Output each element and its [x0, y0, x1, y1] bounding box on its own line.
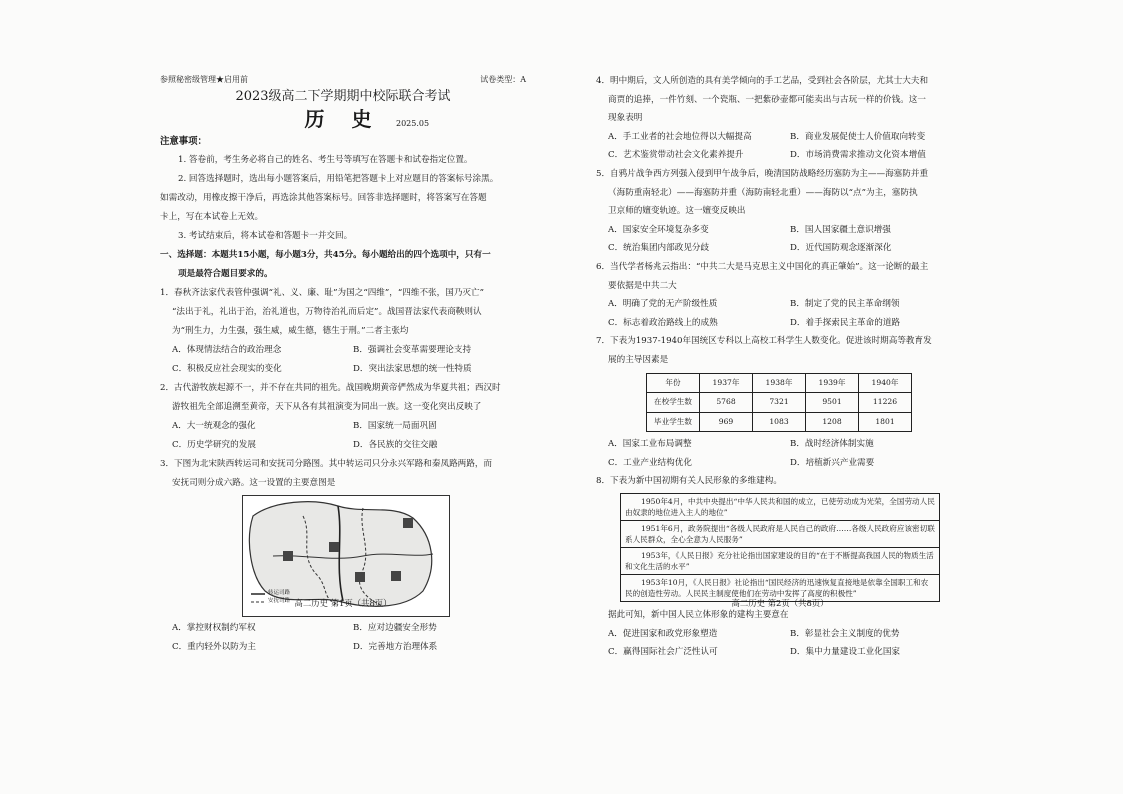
q7-option-d[interactable]: D．培植新兴产业需要	[790, 457, 875, 468]
exam-date: 2025.05	[396, 119, 430, 128]
q5-stem-2: （海防重南轻北）——海塞防并重（海防南轻北重）——海防以“点”为主，塞防执	[608, 187, 918, 198]
q2-stem-1: 2．古代游牧族起源不一，并不存在共同的祖先。战国晚期黄帝俨然成为华夏共祖；西汉时	[160, 383, 501, 393]
q8-material-2: 1951年6月，政务院提出“各级人民政府是人民自己的政府……各级人民政府应该密切联系人民群众，全心全意为人民服务”	[621, 521, 939, 548]
q4-option-d[interactable]: D．市场消费需求推动文化资本增值	[790, 150, 926, 161]
q1-option-b[interactable]: B．强调社会变革需要理论支持	[353, 345, 472, 355]
q3-option-a[interactable]: A．掌控财权制约军权	[172, 623, 256, 633]
table-header: 年份	[647, 373, 700, 393]
page-2	[596, 72, 964, 662]
question-4	[596, 72, 964, 165]
q2-option-d[interactable]: D．各民族的交往交融	[353, 440, 438, 450]
q1-stem-3: 为“刑生力，力生强，强生威，威生德，德生于刑。”二者主张均	[172, 326, 409, 336]
q8-stem-2: 据此可知，新中国人民立体形象的建构主要意在	[608, 610, 789, 621]
q2-stem-2: 游牧祖先全部追溯至黄帝，天下从各有其祖演变为同出一族。这一变化突出反映了	[172, 402, 482, 412]
table-header: 1938年	[753, 373, 806, 393]
q1-stem-2: “法出于礼，礼出于治，治礼道也，万物待治礼而后定”。战国晋法家代表商鞅则认	[172, 307, 482, 317]
q4-option-c[interactable]: C．艺术鉴赏带动社会文化素养提升	[608, 150, 744, 161]
notice-3: 3. 考试结束后，将本试卷和答题卡一并交回。	[178, 231, 353, 241]
table-cell: 1801	[859, 412, 912, 432]
q8-option-d[interactable]: D．集中力量建设工业化国家	[790, 647, 901, 658]
map-legend-pacification: 安抚司路	[268, 598, 291, 604]
q1-stem-1: 1．春秋齐法家代表管仲强调“礼、义、廉、耻”为国之“四维”，“四维不张，国乃灭亡”	[160, 288, 485, 298]
table-cell: 7321	[753, 393, 806, 413]
notice-2-end: 卡上，写在本试卷上无效。	[160, 212, 264, 222]
q4-option-b[interactable]: B．商业发展促使士人价值取向转变	[790, 131, 926, 142]
q5-option-d[interactable]: D．近代国防观念逐渐深化	[790, 243, 892, 254]
page-1-footer: 高二历史 第1页（共8页）	[294, 598, 392, 608]
exam-title: 2023级高二下学期期中校际联合考试	[235, 89, 451, 104]
q3-option-c[interactable]: C．重内轻外以防为主	[172, 642, 256, 652]
q6-option-d[interactable]: D．着手探索民主革命的道路	[790, 317, 901, 328]
notice-2: 2. 回答选择题时，选出每小题答案后，用铅笔把答题卡上对应题目的答案标号涂黑。	[178, 174, 499, 184]
table-cell: 969	[700, 412, 753, 432]
section-1-heading: 一、选择题：本题共15小题，每小题3分，共45分。每小题给出的四个选项中，只有一	[160, 250, 491, 260]
q1-option-c[interactable]: C．积极反应社会现实的变化	[172, 364, 282, 374]
notice-1: 1. 答卷前，考生务必将自己的姓名、考生号等填写在答题卡和试卷指定位置。	[178, 155, 473, 165]
q1-option-a[interactable]: A．体现情法结合的政治理念	[172, 345, 282, 355]
table-cell: 9501	[806, 393, 859, 413]
table-row	[647, 393, 912, 413]
table-cell: 5768	[700, 393, 753, 413]
q3-option-d[interactable]: D．完善地方治理体系	[353, 642, 438, 652]
paper-type-label: 试卷类型：A	[480, 75, 526, 84]
q7-option-b[interactable]: B．战时经济体制实施	[790, 439, 874, 450]
q4-stem-1: 4．明中期后，文人所创造的具有美学倾向的手工艺品，受到社会各阶层，尤其士大夫和	[596, 76, 929, 86]
q5-option-a[interactable]: A．国家安全环境复杂多变	[608, 224, 709, 235]
q8-option-a[interactable]: A．促进国家和政党形象塑造	[608, 628, 718, 639]
q4-stem-2: 商贾的追捧，一件竹刻、一个瓷瓶、一把紫砂壶都可能卖出与古玩一样的价钱。这一	[608, 94, 926, 105]
q4-option-a[interactable]: A．手工业者的社会地位得以大幅提高	[608, 131, 752, 142]
q5-stem-3: 卫京师的嬗变轨迹。这一嬗变反映出	[608, 206, 746, 217]
question-5	[596, 165, 964, 258]
q8-option-c[interactable]: C．赢得国际社会广泛性认可	[608, 647, 718, 658]
table-cell: 1208	[806, 412, 859, 432]
q6-option-b[interactable]: B．制定了党的民主革命纲领	[790, 299, 900, 310]
section-1-heading-cont: 项是最符合题目要求的。	[178, 269, 273, 279]
q5-stem-1: 5．自鸦片战争西方列强入侵到甲午战争后，晚清国防战略经历塞防为主——海塞防并重	[596, 168, 929, 179]
q3-option-b[interactable]: B．应对边疆安全形势	[353, 623, 437, 633]
table-cell: 毕业学生数	[647, 412, 700, 432]
q6-stem-2: 要依据是中共二大	[608, 280, 677, 291]
table-cell: 11226	[859, 393, 912, 413]
q8-material-3: 1953年，《人民日报》充分社论指出国家建设的目的“在于不断提高我国人民的物质生活和文化生活的水平”	[621, 548, 939, 575]
q5-option-b[interactable]: B．国人国家疆土意识增强	[790, 224, 891, 235]
table-cell: 1083	[753, 412, 806, 432]
confidential-label: 参照秘密级管理★启用前	[160, 75, 248, 84]
question-7	[596, 332, 964, 472]
map-legend-transport: 转运司路	[268, 590, 291, 596]
question-8	[596, 472, 964, 661]
table-cell: 在校学生数	[647, 393, 700, 413]
page-2-footer: 高二历史 第2页（共8页）	[731, 598, 829, 608]
q6-option-c[interactable]: C．标志着政治路线上的成熟	[608, 317, 718, 328]
question-1	[160, 284, 526, 379]
table-header: 1939年	[806, 373, 859, 393]
question-6	[596, 258, 964, 332]
q2-option-a[interactable]: A．大一统观念的强化	[172, 421, 256, 431]
q6-option-a[interactable]: A．明确了党的无产阶级性质	[608, 299, 718, 310]
student-data-table	[646, 373, 912, 433]
page-1	[160, 72, 526, 657]
q8-option-b[interactable]: B．彰显社会主义制度的优势	[790, 628, 900, 639]
q8-stem-1: 8．下表为新中国初期有关人民形象的多维建构。	[596, 476, 782, 487]
q7-option-c[interactable]: C．工业产业结构优化	[608, 457, 692, 468]
q6-stem-1: 6．当代学者杨兆云指出：“中共二大是马克思主义中国化的真正肇始”。这一论断的最主	[596, 261, 929, 272]
q3-stem-1: 3．下图为北宋陕西转运司和安抚司分路图。其中转运司只分永兴军路和秦凤路两路，而	[160, 459, 493, 469]
q8-material-4: 1953年10月，《人民日报》社论指出“国民经济的迅速恢复直接地是依靠全国职工和农民的创造性劳动。人民民主制度使他们在劳动中发挥了高度的积极性”	[625, 578, 929, 599]
q3-stem-2: 安抚司则分成六路。这一设置的主要意图是	[172, 478, 336, 488]
subject-title: 历 史	[304, 107, 382, 131]
q5-option-c[interactable]: C．统治集团内部政见分歧	[608, 243, 710, 254]
q2-option-b[interactable]: B．国家统一局面巩固	[353, 421, 437, 431]
q2-option-c[interactable]: C．历史学研究的发展	[172, 440, 256, 450]
q8-material-table	[620, 493, 940, 602]
question-3	[160, 455, 526, 657]
question-2	[160, 379, 526, 455]
q8-material-1: 1950年4月，中共中央提出“中华人民共和国的成立，已使劳动成为光荣，全国劳动人民由奴隶的地位进入主人的地位”	[621, 494, 939, 521]
table-header-row	[647, 373, 912, 393]
table-header: 1940年	[859, 373, 912, 393]
notice-2-cont: 如需改动，用橡皮擦干净后，再选涂其他答案标号。回答非选择题时，将答案写在答题	[160, 193, 487, 203]
q4-stem-3: 现象表明	[608, 113, 643, 124]
q1-option-d[interactable]: D．突出法家思想的统一性特质	[353, 364, 472, 374]
q7-stem-1: 7．下表为1937-1940年国统区专科以上高校工科学生人数变化。促进该时期高等教育发	[596, 336, 932, 347]
notice-heading: 注意事项：	[160, 136, 207, 147]
table-row	[647, 412, 912, 432]
table-header: 1937年	[700, 373, 753, 393]
q7-option-a[interactable]: A．国家工业布局调整	[608, 439, 692, 450]
q7-stem-2: 展的主导因素是	[608, 354, 669, 365]
